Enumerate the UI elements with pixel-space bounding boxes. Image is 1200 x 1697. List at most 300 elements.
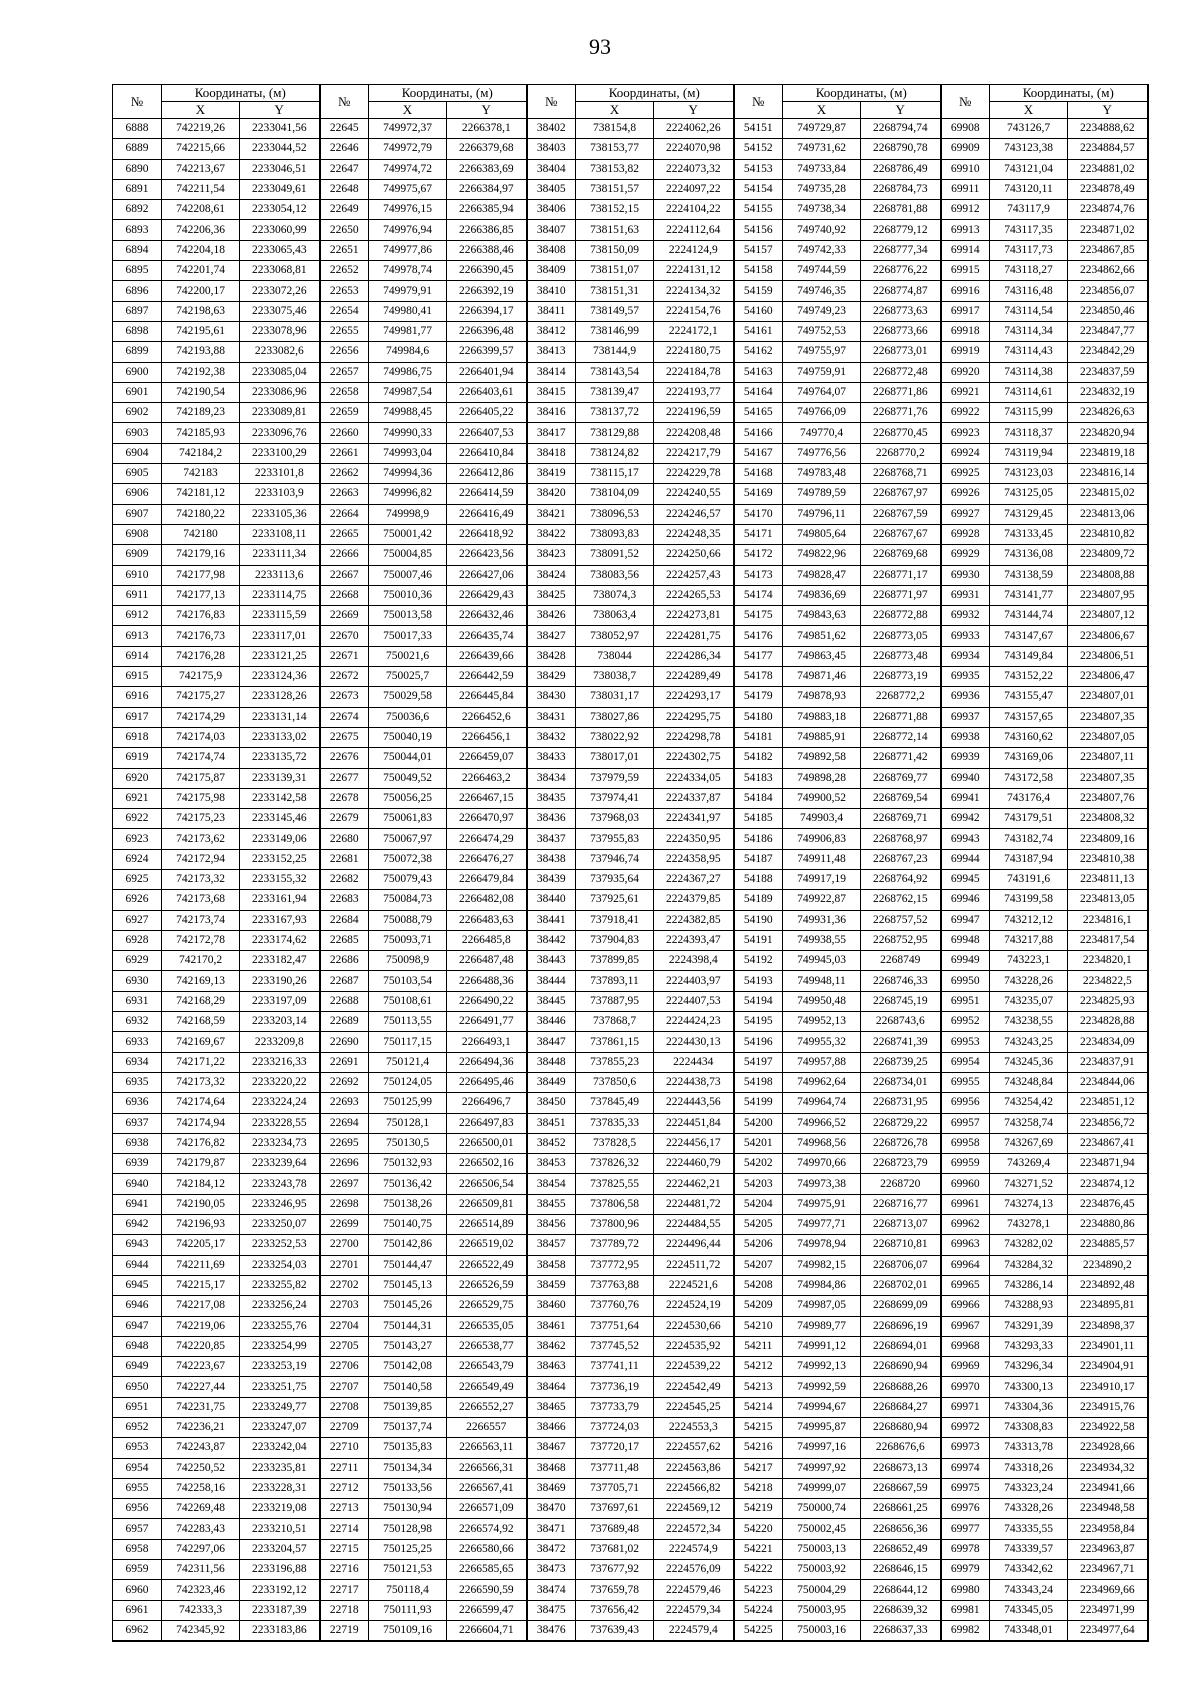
- coord-y: 2233082,6: [240, 342, 320, 362]
- coord-x: 742168,29: [162, 991, 240, 1011]
- coord-x: 749994,67: [783, 1397, 861, 1417]
- coord-x: 737826,32: [576, 1154, 654, 1174]
- point-number: 69935: [941, 667, 990, 687]
- point-number: 54176: [734, 626, 783, 646]
- coord-y: 2224341,97: [654, 809, 734, 829]
- point-number: 54216: [734, 1438, 783, 1458]
- coord-x: 742201,74: [162, 261, 240, 281]
- coord-y: 2233249,77: [240, 1397, 320, 1417]
- coord-y: 2224367,27: [654, 869, 734, 889]
- coord-y: 2234881,02: [1068, 159, 1148, 179]
- coord-x: 742174,64: [162, 1093, 240, 1113]
- coord-y: 2234948,58: [1068, 1499, 1148, 1519]
- point-number: 69930: [941, 565, 990, 585]
- coord-x: 743313,78: [990, 1438, 1068, 1458]
- coord-x: 743126,7: [990, 119, 1068, 139]
- point-number: 69911: [941, 179, 990, 199]
- point-number: 54224: [734, 1600, 783, 1620]
- point-number: 6944: [113, 1255, 162, 1275]
- coord-y: 2234826,63: [1068, 403, 1148, 423]
- coord-x: 743238,55: [990, 1012, 1068, 1032]
- point-number: 38471: [527, 1519, 576, 1539]
- coord-y: 2234807,01: [1068, 687, 1148, 707]
- point-number: 69929: [941, 545, 990, 565]
- table-row: [113, 220, 1148, 240]
- coord-y: 2268746,33: [861, 971, 941, 991]
- coord-x: 737904,83: [576, 930, 654, 950]
- point-number: 69981: [941, 1600, 990, 1620]
- coord-y: 2233131,14: [240, 707, 320, 727]
- coord-x: 749978,74: [369, 261, 447, 281]
- point-number: 69958: [941, 1133, 990, 1153]
- coord-y: 2224104,22: [654, 200, 734, 220]
- point-number: 22677: [320, 768, 369, 788]
- coord-y: 2233065,43: [240, 240, 320, 260]
- coord-x: 750140,75: [369, 1215, 447, 1235]
- coord-y: 2234820,1: [1068, 951, 1148, 971]
- point-number: 54151: [734, 119, 783, 139]
- coord-x: 743278,1: [990, 1215, 1068, 1235]
- coord-y: 2268769,71: [861, 809, 941, 829]
- point-number: 6927: [113, 910, 162, 930]
- point-number: 54172: [734, 545, 783, 565]
- coord-x: 737745,52: [576, 1336, 654, 1356]
- point-number: 38405: [527, 179, 576, 199]
- table-body: [113, 119, 1148, 1642]
- coord-y: 2224293,17: [654, 687, 734, 707]
- coord-y: 2234837,59: [1068, 362, 1148, 382]
- coord-x: 743138,59: [990, 565, 1068, 585]
- coord-y: 2224481,72: [654, 1194, 734, 1214]
- coord-y: 2234928,66: [1068, 1438, 1148, 1458]
- point-number: 69914: [941, 240, 990, 260]
- coord-y: 2266459,07: [447, 748, 527, 768]
- point-number: 38457: [527, 1235, 576, 1255]
- coord-y: 2266383,69: [447, 159, 527, 179]
- header-x: X: [783, 102, 861, 119]
- table-row: [113, 1072, 1148, 1092]
- point-number: 54175: [734, 606, 783, 626]
- coord-y: 2234867,85: [1068, 240, 1148, 260]
- point-number: 69949: [941, 951, 990, 971]
- coord-y: 2224553,3: [654, 1418, 734, 1438]
- point-number: 54213: [734, 1377, 783, 1397]
- coord-y: 2234977,64: [1068, 1620, 1148, 1641]
- coord-y: 2266571,09: [447, 1499, 527, 1519]
- point-number: 38443: [527, 951, 576, 971]
- table-row: [113, 930, 1148, 950]
- table-row: [113, 1174, 1148, 1194]
- point-number: 69968: [941, 1336, 990, 1356]
- point-number: 54222: [734, 1560, 783, 1580]
- point-number: 54193: [734, 971, 783, 991]
- coord-y: 2266487,48: [447, 951, 527, 971]
- coord-x: 738063,4: [576, 606, 654, 626]
- coord-y: 2268706,07: [861, 1255, 941, 1275]
- point-number: 6894: [113, 240, 162, 260]
- table-row: [113, 261, 1148, 281]
- point-number: 38431: [527, 707, 576, 727]
- point-number: 6895: [113, 261, 162, 281]
- coord-x: 750044,01: [369, 748, 447, 768]
- point-number: 6959: [113, 1560, 162, 1580]
- coord-y: 2266414,59: [447, 484, 527, 504]
- coord-x: 743217,88: [990, 930, 1068, 950]
- coord-y: 2266407,53: [447, 423, 527, 443]
- coord-x: 749783,48: [783, 464, 861, 484]
- coord-y: 2266388,46: [447, 240, 527, 260]
- header-y: Y: [447, 102, 527, 119]
- point-number: 22689: [320, 1012, 369, 1032]
- point-number: 38415: [527, 382, 576, 402]
- coord-x: 750093,71: [369, 930, 447, 950]
- point-number: 54205: [734, 1215, 783, 1235]
- coord-x: 743149,84: [990, 646, 1068, 666]
- coord-y: 2224281,75: [654, 626, 734, 646]
- coord-y: 2234888,62: [1068, 119, 1148, 139]
- coord-x: 743125,05: [990, 484, 1068, 504]
- coord-x: 737697,61: [576, 1499, 654, 1519]
- coord-y: 2233252,53: [240, 1235, 320, 1255]
- coord-y: 2233209,8: [240, 1032, 320, 1052]
- table-row: [113, 1580, 1148, 1600]
- coord-x: 749977,86: [369, 240, 447, 260]
- point-number: 69966: [941, 1296, 990, 1316]
- point-number: 38473: [527, 1560, 576, 1580]
- coord-x: 738093,83: [576, 524, 654, 544]
- coord-x: 738022,92: [576, 727, 654, 747]
- coord-x: 749883,18: [783, 707, 861, 727]
- coord-x: 737861,15: [576, 1032, 654, 1052]
- table-row: [113, 403, 1148, 423]
- coord-x: 750133,56: [369, 1478, 447, 1498]
- coord-x: 742170,2: [162, 951, 240, 971]
- coord-y: 2224112,64: [654, 220, 734, 240]
- coord-y: 2233117,01: [240, 626, 320, 646]
- coord-y: 2234844,06: [1068, 1072, 1148, 1092]
- point-number: 6893: [113, 220, 162, 240]
- coord-x: 742297,06: [162, 1539, 240, 1559]
- coord-y: 2234808,88: [1068, 565, 1148, 585]
- point-number: 69926: [941, 484, 990, 504]
- coord-x: 749917,19: [783, 869, 861, 889]
- table-row: [113, 809, 1148, 829]
- point-number: 22712: [320, 1478, 369, 1498]
- coord-x: 738150,09: [576, 240, 654, 260]
- point-number: 6929: [113, 951, 162, 971]
- coord-y: 2268769,77: [861, 768, 941, 788]
- point-number: 22672: [320, 667, 369, 687]
- point-number: 22663: [320, 484, 369, 504]
- coord-y: 2266488,36: [447, 971, 527, 991]
- point-number: 22674: [320, 707, 369, 727]
- coord-y: 2233060,99: [240, 220, 320, 240]
- coord-y: 2233100,29: [240, 443, 320, 463]
- coord-x: 749990,33: [369, 423, 447, 443]
- coord-y: 2233247,07: [240, 1418, 320, 1438]
- coord-x: 749992,13: [783, 1357, 861, 1377]
- point-number: 22651: [320, 240, 369, 260]
- table-row: [113, 200, 1148, 220]
- coord-y: 2268745,19: [861, 991, 941, 1011]
- coord-y: 2268776,22: [861, 261, 941, 281]
- coord-x: 743169,06: [990, 748, 1068, 768]
- coord-x: 737899,85: [576, 951, 654, 971]
- coord-y: 2268768,71: [861, 464, 941, 484]
- coord-y: 2268710,81: [861, 1235, 941, 1255]
- coord-y: 2268770,45: [861, 423, 941, 443]
- point-number: 22655: [320, 321, 369, 341]
- point-number: 38432: [527, 727, 576, 747]
- coord-x: 742213,67: [162, 159, 240, 179]
- coord-y: 2233161,94: [240, 890, 320, 910]
- table-row: [113, 1215, 1148, 1235]
- table-row: [113, 1296, 1148, 1316]
- coord-x: 742198,63: [162, 301, 240, 321]
- coord-x: 750056,25: [369, 788, 447, 808]
- point-number: 22679: [320, 809, 369, 829]
- coord-x: 749962,64: [783, 1072, 861, 1092]
- coord-y: 2268726,78: [861, 1133, 941, 1153]
- coord-x: 737968,03: [576, 809, 654, 829]
- coord-y: 2268639,32: [861, 1600, 941, 1620]
- point-number: 22668: [320, 585, 369, 605]
- point-number: 22666: [320, 545, 369, 565]
- coord-y: 2266427,06: [447, 565, 527, 585]
- coord-y: 2268770,2: [861, 443, 941, 463]
- coord-x: 738027,86: [576, 707, 654, 727]
- coord-x: 750010,36: [369, 585, 447, 605]
- point-number: 69953: [941, 1032, 990, 1052]
- point-number: 69912: [941, 200, 990, 220]
- coord-y: 2266416,49: [447, 504, 527, 524]
- coord-x: 749968,56: [783, 1133, 861, 1153]
- coord-x: 743157,65: [990, 707, 1068, 727]
- point-number: 22654: [320, 301, 369, 321]
- coord-x: 743254,42: [990, 1093, 1068, 1113]
- coord-y: 2224248,35: [654, 524, 734, 544]
- header-coordinates: Координаты, (м): [369, 85, 527, 102]
- coord-y: 2268772,2: [861, 687, 941, 707]
- coord-x: 749976,15: [369, 200, 447, 220]
- coord-y: 2268771,88: [861, 707, 941, 727]
- coord-y: 2233255,82: [240, 1275, 320, 1295]
- coord-x: 750145,13: [369, 1275, 447, 1295]
- point-number: 69948: [941, 930, 990, 950]
- coord-y: 2224456,17: [654, 1133, 734, 1153]
- point-number: 22698: [320, 1194, 369, 1214]
- point-number: 38409: [527, 261, 576, 281]
- coord-x: 749836,69: [783, 585, 861, 605]
- coord-y: 2234810,38: [1068, 849, 1148, 869]
- coord-x: 743121,04: [990, 159, 1068, 179]
- coord-y: 2224124,9: [654, 240, 734, 260]
- coord-x: 750025,7: [369, 667, 447, 687]
- table-row: [113, 504, 1148, 524]
- point-number: 6901: [113, 382, 162, 402]
- coord-x: 743123,38: [990, 139, 1068, 159]
- point-number: 6937: [113, 1113, 162, 1133]
- point-number: 54161: [734, 321, 783, 341]
- point-number: 54206: [734, 1235, 783, 1255]
- point-number: 38419: [527, 464, 576, 484]
- point-number: 54187: [734, 849, 783, 869]
- coord-y: 2268723,79: [861, 1154, 941, 1174]
- point-number: 22706: [320, 1357, 369, 1377]
- coord-y: 2233255,76: [240, 1316, 320, 1336]
- coord-x: 737855,23: [576, 1052, 654, 1072]
- coord-y: 2224257,43: [654, 565, 734, 585]
- point-number: 6930: [113, 971, 162, 991]
- point-number: 69943: [941, 829, 990, 849]
- point-number: 6949: [113, 1357, 162, 1377]
- table-row: [113, 1458, 1148, 1478]
- coord-y: 2266482,08: [447, 890, 527, 910]
- coord-y: 2224286,34: [654, 646, 734, 666]
- coord-x: 743117,9: [990, 200, 1068, 220]
- point-number: 54212: [734, 1357, 783, 1377]
- point-number: 69977: [941, 1519, 990, 1539]
- coord-y: 2233234,73: [240, 1133, 320, 1153]
- coord-y: 2233049,61: [240, 179, 320, 199]
- coord-y: 2234915,76: [1068, 1397, 1148, 1417]
- coord-x: 750117,15: [369, 1032, 447, 1052]
- coord-y: 2266535,05: [447, 1316, 527, 1336]
- coord-x: 738153,82: [576, 159, 654, 179]
- coord-y: 2234958,84: [1068, 1519, 1148, 1539]
- coord-x: 750000,74: [783, 1499, 861, 1519]
- point-number: 38412: [527, 321, 576, 341]
- coord-y: 2266574,92: [447, 1519, 527, 1539]
- coord-x: 737893,11: [576, 971, 654, 991]
- coord-y: 2233253,19: [240, 1357, 320, 1377]
- point-number: 6945: [113, 1275, 162, 1295]
- coord-x: 742333,3: [162, 1600, 240, 1620]
- point-number: 38463: [527, 1357, 576, 1377]
- point-number: 22675: [320, 727, 369, 747]
- point-number: 6957: [113, 1519, 162, 1539]
- point-number: 22652: [320, 261, 369, 281]
- coord-x: 750145,26: [369, 1296, 447, 1316]
- coord-x: 742311,56: [162, 1560, 240, 1580]
- coord-y: 2268646,15: [861, 1560, 941, 1580]
- coord-x: 742175,87: [162, 768, 240, 788]
- table-row: [113, 1478, 1148, 1498]
- coord-y: 2224295,75: [654, 707, 734, 727]
- table-row: [113, 748, 1148, 768]
- coord-y: 2268779,12: [861, 220, 941, 240]
- point-number: 22665: [320, 524, 369, 544]
- coord-x: 743243,25: [990, 1032, 1068, 1052]
- coord-y: 2234967,71: [1068, 1560, 1148, 1580]
- coord-x: 749851,62: [783, 626, 861, 646]
- coord-y: 2234822,5: [1068, 971, 1148, 991]
- coord-x: 743160,62: [990, 727, 1068, 747]
- coord-x: 749746,35: [783, 281, 861, 301]
- point-number: 69954: [941, 1052, 990, 1072]
- table-row: [113, 281, 1148, 301]
- coord-x: 749964,74: [783, 1093, 861, 1113]
- coord-y: 2268794,74: [861, 119, 941, 139]
- point-number: 38434: [527, 768, 576, 788]
- point-number: 54168: [734, 464, 783, 484]
- coord-y: 2268688,26: [861, 1377, 941, 1397]
- coord-x: 750139,85: [369, 1397, 447, 1417]
- coord-y: 2266496,7: [447, 1093, 527, 1113]
- coord-y: 2233228,55: [240, 1113, 320, 1133]
- coord-x: 749976,94: [369, 220, 447, 240]
- table-row: [113, 1539, 1148, 1559]
- coord-y: 2266456,1: [447, 727, 527, 747]
- coord-y: 2224430,13: [654, 1032, 734, 1052]
- coord-x: 749978,94: [783, 1235, 861, 1255]
- coord-x: 749989,77: [783, 1316, 861, 1336]
- point-number: 69975: [941, 1478, 990, 1498]
- point-number: 69920: [941, 362, 990, 382]
- coord-y: 2268734,01: [861, 1072, 941, 1092]
- coord-y: 2233224,24: [240, 1093, 320, 1113]
- coord-x: 738017,01: [576, 748, 654, 768]
- table-row: [113, 971, 1148, 991]
- header-number: №: [734, 85, 783, 119]
- coord-y: 2233187,39: [240, 1600, 320, 1620]
- point-number: 69927: [941, 504, 990, 524]
- coord-x: 743235,07: [990, 991, 1068, 1011]
- coord-x: 742208,61: [162, 200, 240, 220]
- page-number: 93: [589, 34, 611, 59]
- point-number: 38425: [527, 585, 576, 605]
- coord-x: 743288,93: [990, 1296, 1068, 1316]
- coord-y: 2234904,91: [1068, 1357, 1148, 1377]
- coord-x: 749738,34: [783, 200, 861, 220]
- point-number: 54196: [734, 1032, 783, 1052]
- coord-y: 2234884,57: [1068, 139, 1148, 159]
- table-row: [113, 545, 1148, 565]
- coord-y: 2233196,88: [240, 1560, 320, 1580]
- coord-x: 738104,09: [576, 484, 654, 504]
- point-number: 22697: [320, 1174, 369, 1194]
- coord-x: 750128,98: [369, 1519, 447, 1539]
- table-row: [113, 626, 1148, 646]
- coord-y: 2224434: [654, 1052, 734, 1072]
- coord-x: 743123,03: [990, 464, 1068, 484]
- coord-x: 738151,57: [576, 179, 654, 199]
- coord-y: 2266394,17: [447, 301, 527, 321]
- coord-y: 2234809,16: [1068, 829, 1148, 849]
- point-number: 22667: [320, 565, 369, 585]
- coord-x: 750138,26: [369, 1194, 447, 1214]
- coord-y: 2224217,79: [654, 443, 734, 463]
- point-number: 38472: [527, 1539, 576, 1559]
- coord-y: 2224193,77: [654, 382, 734, 402]
- coord-y: 2268767,23: [861, 849, 941, 869]
- point-number: 54166: [734, 423, 783, 443]
- coord-y: 2266557: [447, 1418, 527, 1438]
- coord-y: 2266401,94: [447, 362, 527, 382]
- coord-y: 2224196,59: [654, 403, 734, 423]
- coord-x: 749955,32: [783, 1032, 861, 1052]
- coord-x: 737733,79: [576, 1397, 654, 1417]
- coord-x: 750013,58: [369, 606, 447, 626]
- coord-y: 2266442,59: [447, 667, 527, 687]
- coord-x: 738074,3: [576, 585, 654, 605]
- coord-y: 2233075,46: [240, 301, 320, 321]
- coord-x: 743114,38: [990, 362, 1068, 382]
- point-number: 54158: [734, 261, 783, 281]
- coord-x: 742190,05: [162, 1194, 240, 1214]
- coord-x: 743308,83: [990, 1418, 1068, 1438]
- point-number: 6955: [113, 1478, 162, 1498]
